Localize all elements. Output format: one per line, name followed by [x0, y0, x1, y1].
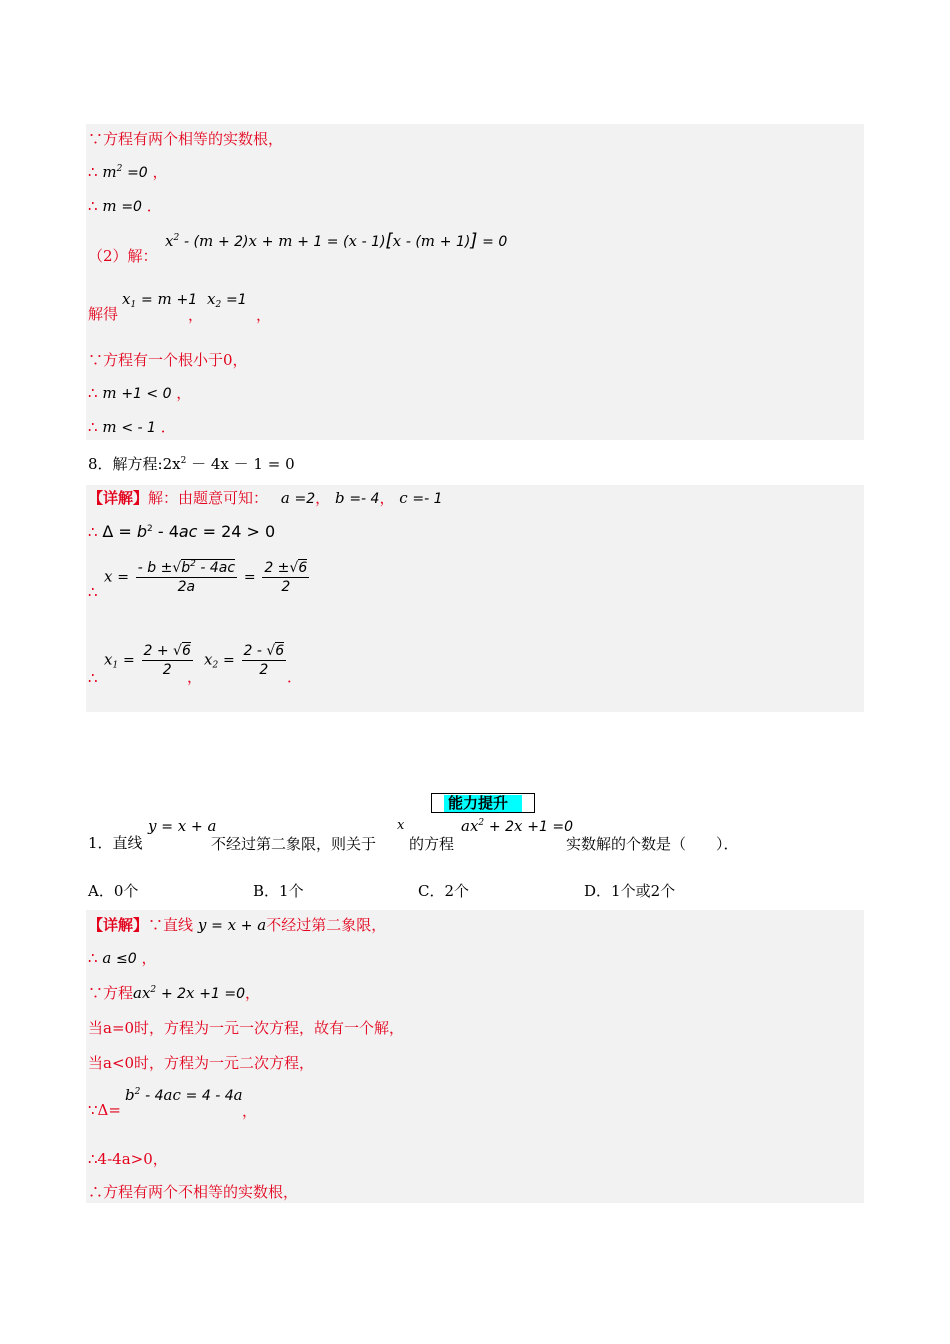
comma: ， [152, 163, 168, 181]
q1-suffix: 实数解的个数是（ ）． [566, 835, 739, 853]
delta-value: $b^2 - 4ac = 4 - 4a$ [125, 1086, 243, 1104]
line-root-less-zero: ∵方程有一个根小于0， [88, 351, 248, 369]
q1-detail-line6: ∵Δ= [88, 1101, 121, 1119]
detail-label: 【详解】 [88, 916, 149, 934]
line-m-zero [88, 196, 162, 217]
detail-line-equation: y = x + a [197, 916, 267, 934]
q8-formula-line [88, 582, 98, 602]
q8-delta-line [88, 522, 275, 542]
detail-equation: $ax^2 + 2x +1 =0$ [133, 984, 245, 1002]
math-ineq2: m < - 1 [102, 418, 156, 436]
line-ineq2 [88, 417, 176, 438]
x1-solution: $x_1 = m +1$ [122, 290, 198, 310]
ability-heading [431, 793, 535, 813]
option-d[interactable]: D．1个或2个 [584, 882, 676, 900]
heading-text: 能力提升 [448, 794, 509, 812]
q1-var-x: x [397, 818, 405, 833]
detail-text: 解：由题意可知： [148, 489, 269, 507]
detail-because: ∵直线 [148, 916, 194, 934]
therefore-symbol: ∴ [88, 523, 98, 541]
comma: ， [176, 384, 192, 402]
solution-panel-1 [86, 124, 864, 440]
comma: ， [141, 949, 157, 967]
part2-label: （2）解： [88, 247, 158, 265]
x2-solution: $x_2 =1$ [207, 290, 247, 310]
comma: ， [242, 1102, 258, 1120]
line-m-squared [88, 162, 168, 183]
q1-detail-line4: 当a=0时，方程为一元一次方程，故有一个解， [88, 1019, 405, 1037]
option-a[interactable]: A．0个 [88, 882, 139, 900]
option-b[interactable]: B．1个 [253, 882, 304, 900]
question-8: 8．解方程$:2x^2 - 4x - 1 = 0$ [88, 455, 295, 473]
period: ． [146, 197, 162, 215]
q1-mid2: 的方程 [409, 835, 455, 853]
therefore-symbol: ∴ [88, 583, 98, 601]
math-m-squared: $m^2 =0$ [102, 163, 148, 181]
q1-detail-line8: ∴方程有两个不相等的实数根， [88, 1183, 299, 1201]
comma: ， [188, 306, 204, 324]
therefore-symbol: ∴ [88, 197, 98, 215]
period: ． [287, 668, 303, 686]
q8-detail-line [88, 488, 443, 509]
comma: ， [245, 984, 261, 1002]
q1-mid1: 不经过第二象限，则关于 [211, 835, 377, 853]
therefore-symbol: ∴ [88, 163, 98, 181]
abc-values: a =2， b =- 4， c =- 1 [280, 489, 443, 507]
q1-detail-line2 [88, 948, 156, 969]
line-ineq1 [88, 383, 191, 404]
therefore-symbol: ∴ [88, 949, 98, 967]
quadratic-formula: x = $\frac{- b \pm√b^2 - 4ac}{2a}$ = $\frac{2 \pm√6}{2}$ [104, 559, 308, 595]
q1-line-equation: y = x + a [148, 817, 217, 835]
q1-detail-line1 [88, 915, 386, 936]
q1-detail-line3 [88, 983, 260, 1004]
a-le-zero: a ≤0 [102, 949, 137, 967]
q1-detail-line5: 当a<0时，方程为一元二次方程， [88, 1054, 315, 1072]
therefore-symbol: ∴ [88, 669, 98, 687]
option-c[interactable]: C．2个 [418, 882, 470, 900]
line-equal-roots: ∵方程有两个相等的实数根， [88, 130, 284, 148]
comma: ， [256, 306, 272, 324]
therefore-symbol: ∴ [88, 418, 98, 436]
q1-detail-line7: ∴4-4a>0， [88, 1150, 168, 1168]
q8-roots-line [88, 668, 98, 688]
q1-prefix: 1．直线 [88, 834, 143, 852]
detail-not-second-quadrant: 不经过第二象限， [266, 916, 387, 934]
q8-x2: $x_2$ = $\frac{2 - √6}{2}$ [204, 643, 285, 678]
formula-rhs-fraction: $\frac{2 \pm√6}{2}$ [264, 560, 308, 595]
comma: ， [187, 668, 203, 686]
math-m-zero: m =0 [102, 197, 142, 215]
formula-fraction: $\frac{- b \pm√b^2 - 4ac}{2a}$ [137, 559, 236, 595]
math-ineq1: m +1 < 0 [102, 384, 172, 402]
therefore-symbol: ∴ [88, 384, 98, 402]
q1-equation: $ax^2 + 2x +1 =0$ [461, 817, 573, 835]
q8-x1: $x_1$ = $\frac{2 + √6}{2}$ [104, 643, 191, 678]
detail-label: 【详解】 [88, 489, 149, 507]
solution-panel-2 [86, 485, 864, 712]
part2-equation: $x^2 - (m + 2)x + m + 1 = (x - 1)[x - (m + 1)] = 0$ [165, 230, 508, 251]
period: ． [160, 418, 176, 436]
solve-label: 解得 [88, 305, 119, 323]
detail-equation-label: ∵方程 [88, 984, 134, 1002]
delta-expression: $\Delta = b^2 - 4ac = 24 > 0$ [102, 522, 276, 541]
